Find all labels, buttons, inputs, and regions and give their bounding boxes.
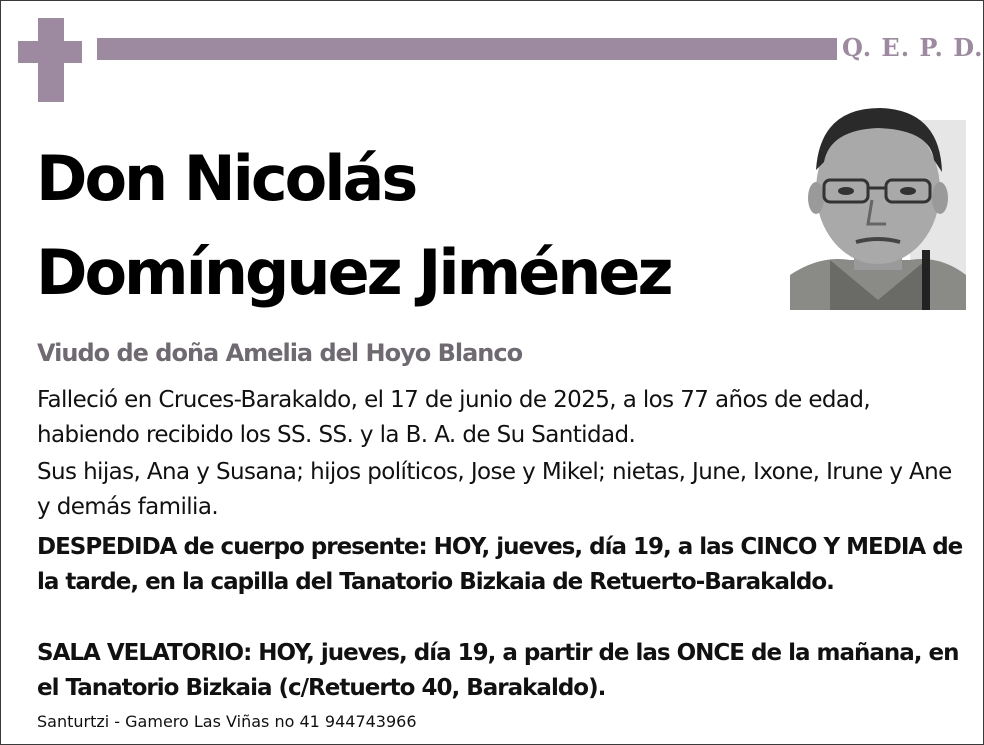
header-rule [97,38,837,60]
widower-of: Viudo de doña Amelia del Hoyo Blanco [37,339,523,367]
name-line-2: Domínguez Jiménez [36,236,671,309]
qepd-label: Q. E. P. D. [842,33,984,62]
death-notice: Falleció en Cruces-Barakaldo, el 17 de junio de 2025, a los 77 años de edad, habiendo recibido los SS. SS. y la B. A. de Su Santidad. [37,387,871,448]
name-line-1: Don Nicolás [36,142,416,215]
wake-info: SALA VELATORIO: HOY, jueves, día 19, a partir de las ONCE de la mañana, en el Tanatorio Bizkaia (c/Retuerto 40, Barakaldo). [37,640,959,701]
family-list: Sus hijas, Ana y Susana; hijos políticos, Jose y Mikel; nietas, June, Ixone, Irune y Ane y demás familia. [37,459,952,520]
farewell-info: DESPEDIDA de cuerpo presente: HOY, jueves, día 19, a las CINCO Y MEDIA de la tarde, en la capilla del Tanatorio Bizkaia de Retuerto-Barakaldo. [37,534,963,595]
cross-icon-horizontal [18,41,82,63]
portrait-image [790,100,966,310]
deceased-name [36,132,796,320]
funeral-home-footer: Santurtzi - Gamero Las Viñas no 41 944743966 [37,712,417,731]
portrait-photo [790,100,966,310]
